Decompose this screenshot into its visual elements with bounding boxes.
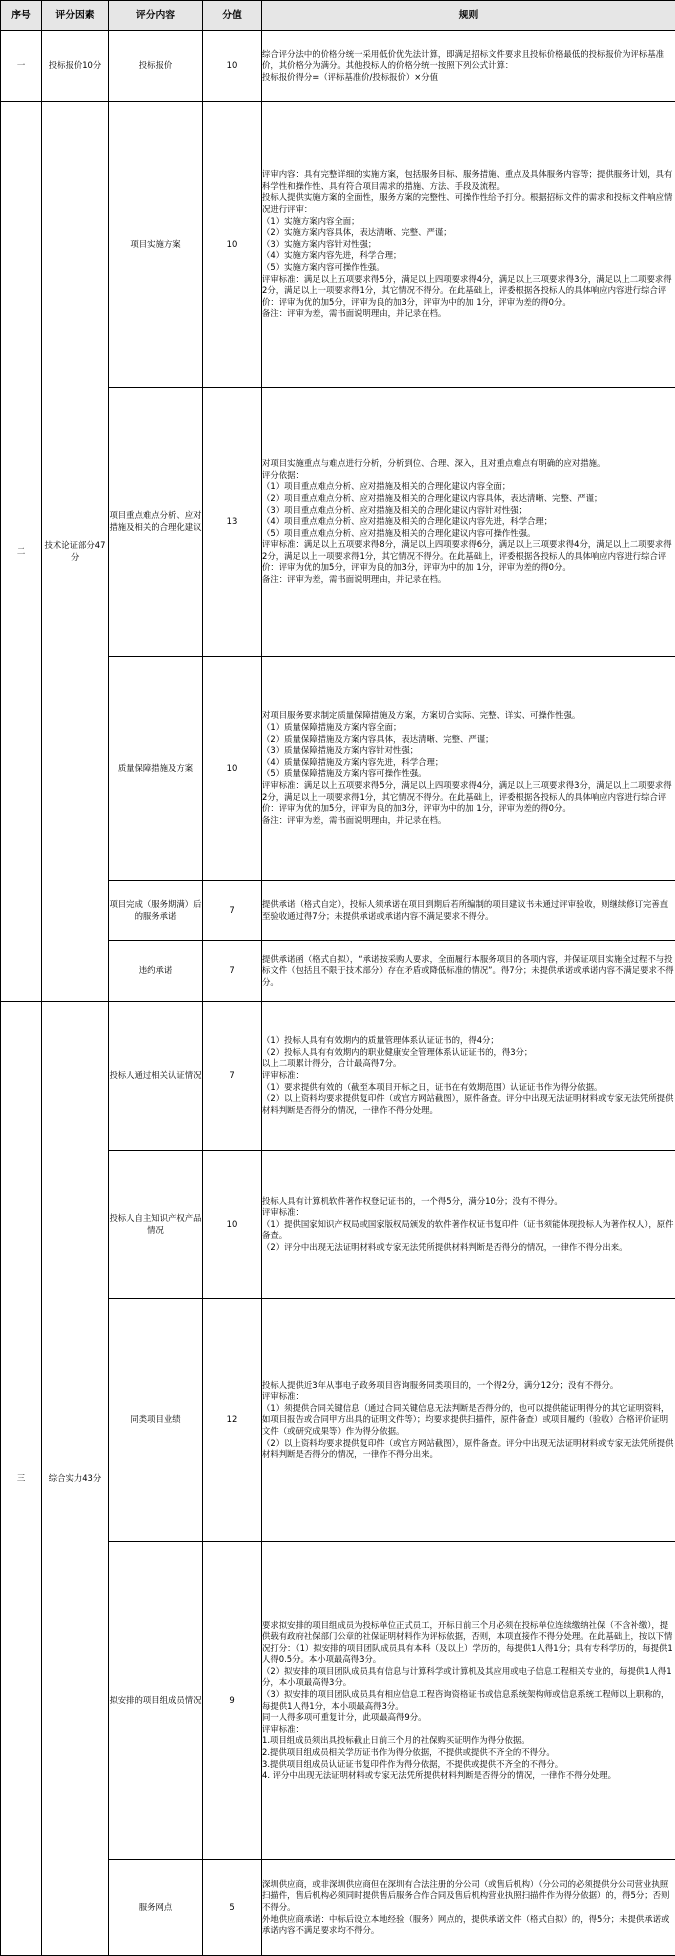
cell-content: 质量保障措施及方案: [109, 656, 203, 880]
cell-rule: [262, 1299, 675, 1542]
rule-line: 深圳供应商，或非深圳供应商但在深圳有合法注册的分公司（或售后机构）（分公司的必须提供分公司营业执照扫描件，售后机构必须同时提供售后服务合作合同及售后机构营业执照扫描件作为得分依据）的，得5分；否则不得分。: [262, 1878, 670, 1912]
table-row: [1, 102, 675, 388]
cell-content: 同类项目业绩: [109, 1299, 203, 1542]
cell-rule: [262, 1151, 675, 1299]
rule-line: 评审标准：满足以上五项要求得5分，满足以上四项要求得4分，满足以上三项要求得3分，满足以上二项要求得2分，满足以上一项要求得1分，其它情况不得分。在此基础上，评委根据各投标人的具体响应内容进行综合评价：评审为优的加5分，评审为良的加3分，评审为中的加 1分，评审为差的得0分。: [262, 780, 672, 814]
rule-line: （3）项目重点难点分析、应对措施及相关的合理化建议内容针对性强；: [262, 504, 527, 515]
rule-line: 2.提供项目组成员相关学历证书作为得分依据，不提供或提供不齐全的不得分。: [262, 1747, 555, 1758]
cell-content: 违约承诺: [109, 941, 203, 1001]
rule-line: 3.提供项目组成员认证证书复印件作为得分依据，不提供或提供不齐全的不得分。: [262, 1758, 564, 1769]
rule-line: （1）提供国家知识产权局或国家版权局颁发的软件著作权证书复印件（证书须能体现投标人为著作权人），原件备查。: [262, 1218, 674, 1241]
header-factor: 评分因素: [42, 1, 109, 31]
rule-line: 以上二项累计得分，合计最高得7分。: [262, 1058, 402, 1069]
rule-line: （4）项目重点难点分析、应对措施及相关的合理化建议内容先进，科学合理；: [262, 516, 553, 527]
rule-line: 评审标准：满足以上五项要求得5分，满足以上四项要求得4分，满足以上三项要求得3分，满足以上二项要求得2分，满足以上一项要求得1分，其它情况不得分。在此基础上，评委根据各投标人的具体响应内容进行综合评价：评审为优的加5分，评审为良的加3分，评审为中的加 1分，评审为差的得0分。: [262, 273, 672, 307]
rule-line: 评审标准：: [262, 1391, 304, 1402]
cell-score: 10: [203, 102, 262, 388]
header-score: 分值: [203, 1, 262, 31]
cell-rule: [262, 102, 675, 388]
rule-line: 评审标准：: [262, 1207, 304, 1218]
rule-line: （4）实施方案内容先进，科学合理；: [262, 250, 402, 261]
cell-content: 投标报价: [109, 31, 203, 102]
rule-line: 提供承诺函（格式自拟），“承诺按采购人要求，全面履行本服务项目的各项内容，并保证项目实施全过程不与投标文件（包括且不限于技术部分）存在矛盾或降低标准的情况”。得7分；未提供承诺或承诺内容不满足要求不得分。: [262, 953, 674, 987]
cell-score: 13: [203, 387, 262, 656]
rule-line: （1）要求提供有效的（截至本项目开标之日，证书在有效期范围）认证证书作为得分依据。: [262, 1081, 603, 1092]
rule-line: 投标报价得分=（评标基准价/投标报价）×分值: [262, 71, 438, 82]
rule-line: （2）拟安排的项目团队成员具有信息与计算科学或计算机及其应用或电子信息工程相关专业的，每提供1人得1分，本小项最高得3分。: [262, 1665, 672, 1688]
cell-rule: [262, 1860, 675, 1956]
rule-line: （5）项目重点难点分析、应对措施及相关的合理化建议内容可操作性强。: [262, 527, 536, 538]
rule-line: （5）实施方案内容可操作性强。: [262, 262, 385, 273]
cell-seq: 二: [1, 102, 42, 1001]
rule-line: 备注：评审为差，需书面说明理由，并记录在档。: [262, 574, 447, 585]
cell-content: 项目重点难点分析、应对措施及相关的合理化建议: [109, 387, 203, 656]
cell-rule: [262, 941, 675, 1001]
rule-line: （3）拟安排的项目团队成员具有相应信息工程咨询资格证书或信息系统架构师或信息系统工程师以上职称的，每提供1人得1分，本小项最高得3分。: [262, 1689, 670, 1711]
rule-line: 对项目服务要求制定质量保障措施及方案，方案切合实际、完整、详实、可操作性强。: [262, 710, 581, 721]
rule-line: （5）质量保障措施及方案内容可操作性强。: [262, 768, 427, 779]
table-body: [1, 31, 675, 1956]
rule-line: （2）实施方案内容具体，表达清晰、完整、严谨；: [262, 227, 452, 238]
cell-rule: [262, 1001, 675, 1150]
cell-content: 拟安排的项目组成员情况: [109, 1541, 203, 1859]
cell-seq: 三: [1, 1001, 42, 1955]
cell-factor: 综合实力43分: [42, 1001, 109, 1955]
cell-content: 投标人通过相关认证情况: [109, 1001, 203, 1150]
rule-line: 要求拟安排的项目组成员为投标单位正式员工，开标日前三个月必须在投标单位连续缴纳社保（不含补缴），提供载有政府社保部门公章的社保证明材料作为评标依据，否则，本项直接作不得分处理。在此基础上，按以下情况打分：（1）拟安排的项目团队成员具有本科（及以上）学历的，每提供1人得1分；具有专科学历的，每提供1人得0.5分。本小项最高得3分。: [262, 1619, 673, 1665]
table-row: [1, 31, 675, 102]
rule-line: 综合评分法中的价格分统一采用低价优先法计算，即满足招标文件要求且投标价格最低的投标报价为评标基准价，其价格分为满分。其他投标人的价格分统一按照下列公式计算：: [262, 48, 664, 71]
cell-rule: [262, 656, 675, 880]
header-seq: 序号: [1, 1, 42, 31]
cell-rule: [262, 31, 675, 102]
rule-line: （2）以上资料均要求提供复印件（或官方网站截图），原件备查。评分中出现无法证明材料或专家无法凭所提供材料判断是否得分的情况，一律作不得分处理。: [262, 1093, 674, 1115]
cell-content: 投标人自主知识产权产品情况: [109, 1151, 203, 1299]
rule-line: （1）项目重点难点分析、应对措施及相关的合理化建议内容全面；: [262, 481, 511, 492]
rule-line: 投标人提供实施方案的全面性，服务方案的完整性、可操作性给予打分。根据招标文件的需求和投标文件响应情况进行评审：: [262, 192, 673, 215]
cell-score: 7: [203, 941, 262, 1001]
cell-content: 项目完成（服务期满）后的服务承诺: [109, 880, 203, 940]
cell-score: 7: [203, 1001, 262, 1150]
cell-rule: [262, 387, 675, 656]
rule-line: 对项目实施重点与难点进行分析，分析到位、合理、深入，且对重点难点有明确的应对措施。: [262, 458, 606, 469]
rule-line: （1）实施方案内容全面；: [262, 215, 360, 226]
rule-line: 同一人得多项可重复计分，此项最高得9分。: [262, 1712, 427, 1723]
rule-line: 评分依据：: [262, 469, 304, 480]
rule-line: 外地供应商承诺：中标后设立本地经验（服务）网点的，提供承诺文件（格式自拟）的，得5分；未提供承诺或承诺内容不满足要求均不得分。: [262, 1913, 670, 1936]
rule-line: （2）质量保障措施及方案内容具体，表达清晰、完整、严谨；: [262, 733, 494, 744]
cell-rule: [262, 880, 675, 940]
cell-score: 5: [203, 1860, 262, 1956]
cell-content: 项目实施方案: [109, 102, 203, 388]
rule-line: 投标人提供近3年从事电子政务项目咨询服务同类项目的，一个得2分，满分12分；没有不得分。: [262, 1379, 619, 1390]
rule-line: 评审标准：满足以上五项要求得8分，满足以上四项要求得6分，满足以上三项要求得4分，满足以上二项要求得2分，满足以上一项要求得1分，其它情况不得分。在此基础上，评委根据各投标人的具体响应内容进行综合评价：评审为优的加5分，评审为良的加3分，评审为中的加 1分，评审为差的得0分。: [262, 539, 672, 573]
cell-content: 服务网点: [109, 1860, 203, 1956]
cell-factor: 投标报价10分: [42, 31, 109, 102]
rule-line: （1）投标人具有有效期内的质量管理体系认证证书的，得4分；: [262, 1035, 499, 1046]
rule-line: （3）质量保障措施及方案内容针对性强；: [262, 745, 419, 756]
rule-line: 提供承诺（格式自定），投标人须承诺在项目到期后若所编制的项目建议书未通过评审验收，则继续修订完善直至验收通过得7分；未提供承诺或承诺内容不满足要求不得分。: [262, 899, 669, 921]
cell-rule: [262, 1541, 675, 1859]
cell-score: 9: [203, 1541, 262, 1859]
header-row: [1, 1, 675, 31]
header-rule: 规则: [262, 1, 675, 31]
table-row: [1, 1001, 675, 1150]
cell-score: 10: [203, 1151, 262, 1299]
cell-seq: 一: [1, 31, 42, 102]
rule-line: 评审内容：具有完整详细的实施方案，包括服务目标、服务措施、重点及具体服务内容等；提供服务计划，具有科学性和操作性、具有符合项目需求的措施、方法、手段及流程。: [262, 169, 673, 191]
rule-line: （2）项目重点难点分析、应对措施及相关的合理化建议内容具体，表达清晰、完整、严谨；: [262, 492, 603, 503]
rule-line: （1）须提供合同关键信息（通过合同关键信息无法判断是否得分的，也可以提供能证明得分的其它证明资料，如项目报告或合同甲方出具的证明文件等）；均要求提供扫描件，原件备查）或项目履约（验收）合格评价证明文件（或研究成果等）作为得分依据。: [262, 1402, 670, 1436]
rule-line: （2）评分中出现无法证明材料或专家无法凭所提供材料判断是否得分的情况，一律作不得分出来。: [262, 1242, 628, 1253]
rule-line: 投标人具有计算机软件著作权登记证书的，一个得5分，满分10分；没有不得分。: [262, 1195, 563, 1206]
rule-line: （2）投标人具有有效期内的职业健康安全管理体系认证证书的，得3分；: [262, 1046, 533, 1057]
rule-line: 备注：评审为差，需书面说明理由，并记录在档。: [262, 814, 447, 825]
rule-line: （4）质量保障措施及方案内容先进，科学合理；: [262, 756, 444, 767]
rule-line: （2）以上资料均要求提供复印件（或官方网站截图），原件备查。评分中出现无法证明材料或专家无法凭所提供材料判断是否得分的情况，一律作不得分出来。: [262, 1437, 674, 1460]
rule-line: 评审标准：: [262, 1070, 304, 1081]
rule-line: 1.项目组成员须出具投标截止日前三个月的社保购买证明作为得分依据。: [262, 1735, 530, 1746]
cell-score: 10: [203, 656, 262, 880]
rule-line: 备注：评审为差，需书面说明理由，并记录在档。: [262, 308, 447, 319]
cell-score: 7: [203, 880, 262, 940]
cell-score: 12: [203, 1299, 262, 1542]
rule-line: （3）实施方案内容针对性强；: [262, 238, 377, 249]
rule-line: 评审标准：: [262, 1723, 304, 1734]
header-content: 评分内容: [109, 1, 203, 31]
rule-line: （1）质量保障措施及方案内容全面；: [262, 722, 402, 733]
rule-line: 4. 评分中出现无法证明材料或专家无法凭所提供材料判断是否得分的情况，一律作不得分处理。: [262, 1770, 617, 1781]
cell-score: 10: [203, 31, 262, 102]
cell-factor: 技术论证部分47分: [42, 102, 109, 1001]
